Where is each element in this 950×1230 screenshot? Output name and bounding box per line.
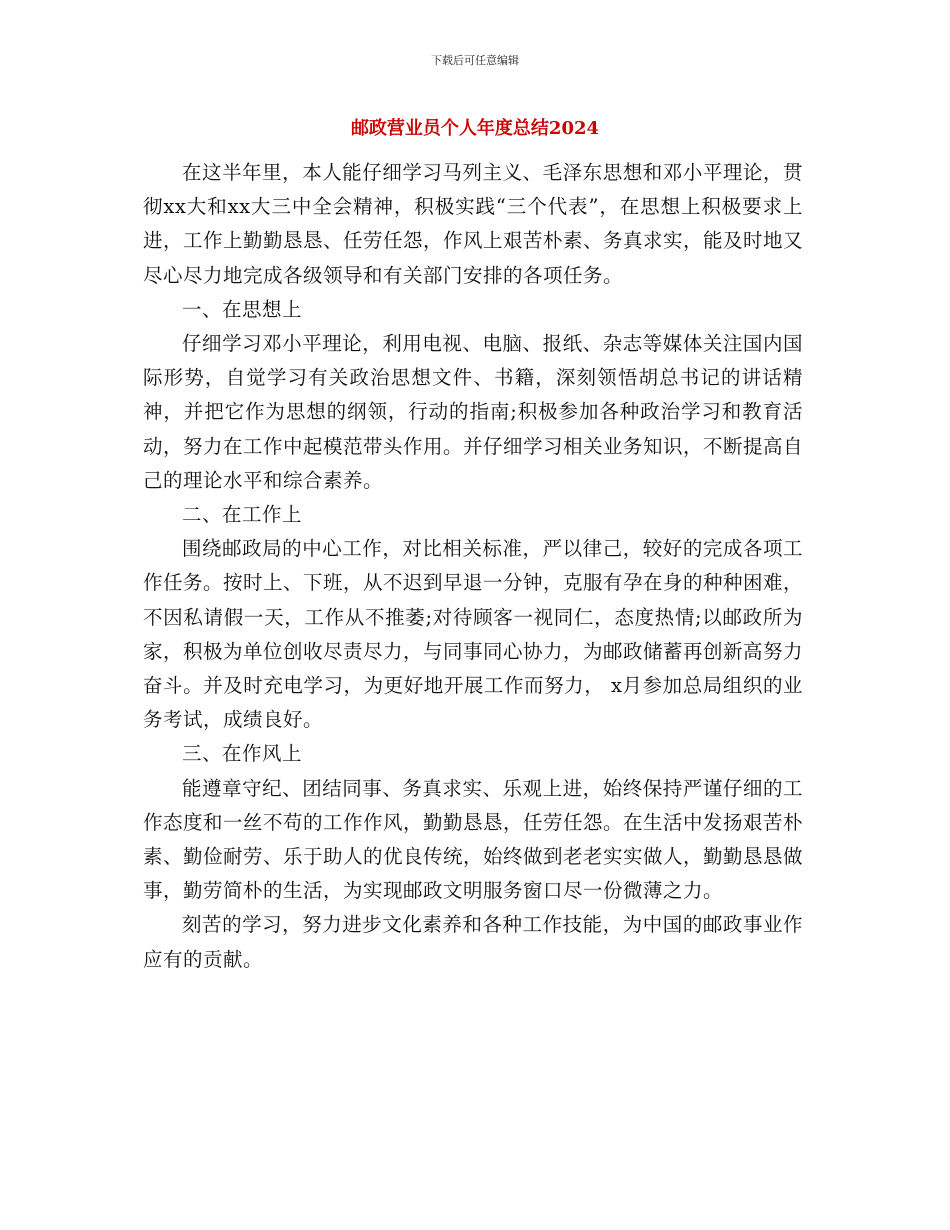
document-title: 邮政营业员个人年度总结2024	[350, 118, 600, 139]
header-note: 下载后可任意编辑	[431, 54, 519, 67]
paragraph-closing: 刻苦的学习，努力进步文化素养和各种工作技能，为中国的邮政事业作应有的贡献。	[143, 913, 803, 971]
section-heading-work: 二、在工作上	[182, 503, 303, 527]
section-heading-thought: 一、在思想上	[182, 297, 303, 321]
paragraph-intro: 在这半年里，本人能仔细学习马列主义、毛泽东思想和邓小平理论，贯彻xx大和xx大三中全会精神，积极实践“三个代表”，在思想上积极要求上进，工作上勤勤恳恳、任劳任怨，作风上艰苦朴素、务真求实，能及时地又尽心尽力地完成各级领导和有关部门安排的各项任务。	[143, 161, 804, 287]
paragraph-style: 能遵章守纪、团结同事、务真求实、乐观上进，始终保持严谨仔细的工作态度和一丝不苟的工作作风，勤勤恳恳，任劳任怨。在生活中发扬艰苦朴素、勤俭耐劳、乐于助人的优良传统，始终做到老老实实做人，勤勤恳恳做事，勤劳简朴的生活，为实现邮政文明服务窗口尽一份微薄之力。	[143, 776, 804, 903]
paragraph-work: 围绕邮政局的中心工作，对比相关标准，严以律己，较好的完成各项工作任务。按时上、下班，从不迟到早退一分钟，克服有孕在身的种种困难，不因私请假一天，工作从不推萎;对待顾客一视同仁，态度热情;以邮政所为家，积极为单位创收尽责尽力，与同事同心协力，为邮政储蓄再创新高努力奋斗。并及时充电学习，为更好地开展工作而努力， x月参加总局组织的业务考试，成绩良好。	[143, 537, 804, 732]
document-body	[143, 156, 803, 977]
section-heading-style: 三、在作风上	[182, 742, 303, 766]
paragraph-thought: 仔细学习邓小平理论，利用电视、电脑、报纸、杂志等媒体关注国内国际形势，自觉学习有关政治思想文件、书籍，深刻领悟胡总书记的讲话精神，并把它作为思想的纲领，行动的指南;积极参加各种政治学习和教育活动，努力在工作中起模范带头作用。并仔细学习相关业务知识，不断提高自己的理论水平和综合素养。	[143, 332, 804, 492]
